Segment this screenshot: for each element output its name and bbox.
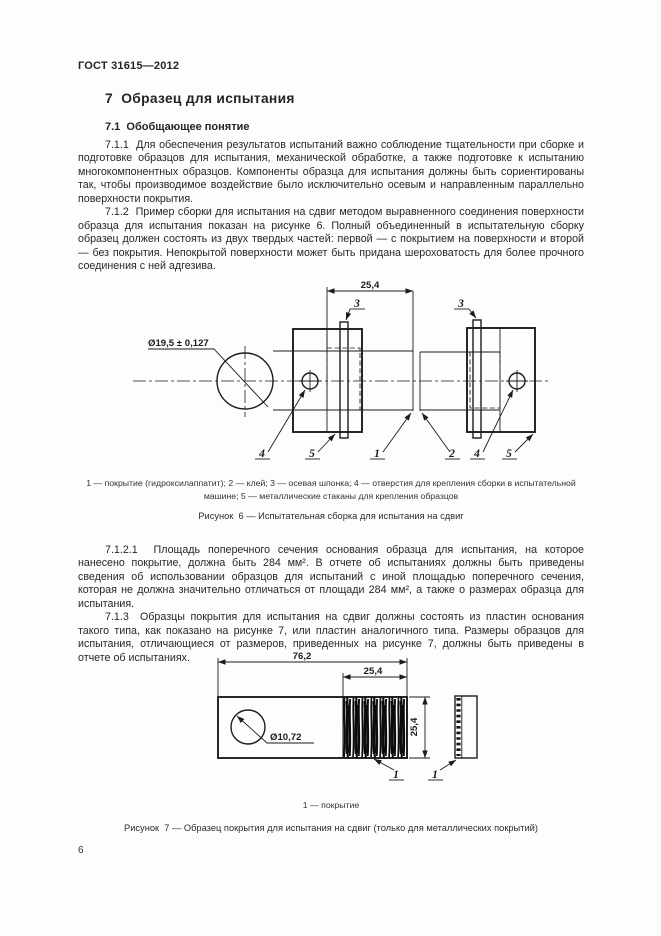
left-cup-recess-hidden	[327, 348, 360, 410]
part-label-5-left: 5	[309, 448, 315, 460]
text-block-1	[78, 139, 584, 274]
coating-area	[343, 697, 407, 758]
figure-7-legend: 1 — покрытие	[302, 800, 360, 810]
diameter-leader-line	[148, 349, 268, 407]
right-cup-recess-hidden	[470, 352, 500, 408]
figure-6-legend-line-2: машине; 5 — металлические стаканы для крепления образцов	[203, 490, 459, 501]
hole-diameter-label: Ø10,72	[270, 732, 302, 743]
diameter-dimension-label: Ø19,5 ± 0,127	[148, 338, 209, 349]
coating-label-side-view: 1	[432, 769, 438, 781]
axial-key-right	[473, 320, 481, 438]
figure-6-legend	[78, 477, 584, 502]
figure-7-caption: Рисунок 7 — Образец покрытия для испытания на сдвиг (только для металлических покрытий)	[124, 823, 538, 833]
figure-6-legend-line-1: 1 — покрытие (гидроксилаппатит); 2 — клей; 3 — осевая шпонка; 4 — отверстия для крепления сборки в испытательной	[86, 478, 576, 488]
text-block-2	[78, 544, 584, 665]
metal-cup-left	[293, 329, 362, 432]
document-header: ГОСТ 31615—2012	[78, 60, 180, 72]
page-number: 6	[78, 845, 84, 856]
part-label-1: 1	[374, 448, 380, 460]
paragraph-7-1-3: 7.1.3 Образцы покрытия для испытания на сдвиг должны состоять из пластин основания такого типа, как показано на рисунке 7, или пластин аналогичного типа. Размеры образцов для испытания, отличающиеся от размеров, приведенных на рисунке 7, должны быть приведены в отчете об испытаниях.	[78, 611, 584, 664]
paragraph-7-1-1: 7.1.1 Для обеспечения результатов испытаний важно соблюдение тщательности при сборке и подготовке образцов для испытания, механической обработке, а также подготовке к испытанию многокомпонентных образцов. Компоненты образца для испытания должны быть сориентированы так, чтобы производимое воздействие было исключительно осевым и направленным параллельно поверхности покрытия.	[78, 139, 584, 205]
plate-hole	[231, 710, 265, 744]
part-label-3-left: 3	[354, 298, 360, 310]
coating-length-label: 25,4	[363, 666, 383, 677]
part-label-4-right: 4	[474, 448, 480, 460]
section-title: 7 Образец для испытания	[105, 91, 295, 106]
height-dimension-label: 25,4	[409, 717, 420, 737]
part-label-5-right: 5	[506, 448, 512, 460]
paragraph-7-1-2: 7.1.2 Пример сборки для испытания на сдвиг методом выравненного соединения поверхности образца для испытания показан на рисунке 6. Полный объединенный в испытательную сборку образец должен состоять из двух твердых частей: первой — с покрытием на поверхности и второй — без покрытия. Непокрытой поверхности может быть придана шероховатость для более прочного соединения с ней адгезива.	[78, 206, 584, 273]
part-label-4-left: 4	[259, 448, 265, 460]
paragraph-7-1-2-1: 7.1.2.1 Площадь поперечного сечения основания образца для испытания, на которое нанесено покрытие, должна быть 284 мм². В отчете об испытаниях должны быть приведены сведения об использовании образцов для испытаний с иной площадью поперечного сечения, которая не должна значительно отличаться от площади 284 мм², а также о размерах образца для испытания.	[78, 544, 584, 610]
subsection-title: 7.1 Обобщающее понятие	[105, 121, 250, 133]
length-dimension-label: 25,4	[360, 280, 380, 291]
part-label-3-right: 3	[458, 298, 464, 310]
figure-7-drawing	[208, 649, 490, 787]
coating-label-front-view: 1	[393, 769, 399, 781]
figure-6-drawing	[128, 278, 552, 475]
part-label-2: 2	[449, 448, 455, 460]
figure-6-caption: Рисунок 6 — Испытательная сборка для испытания на сдвиг	[198, 511, 464, 521]
total-length-label: 76,2	[292, 651, 312, 662]
axial-key-left	[340, 322, 348, 438]
